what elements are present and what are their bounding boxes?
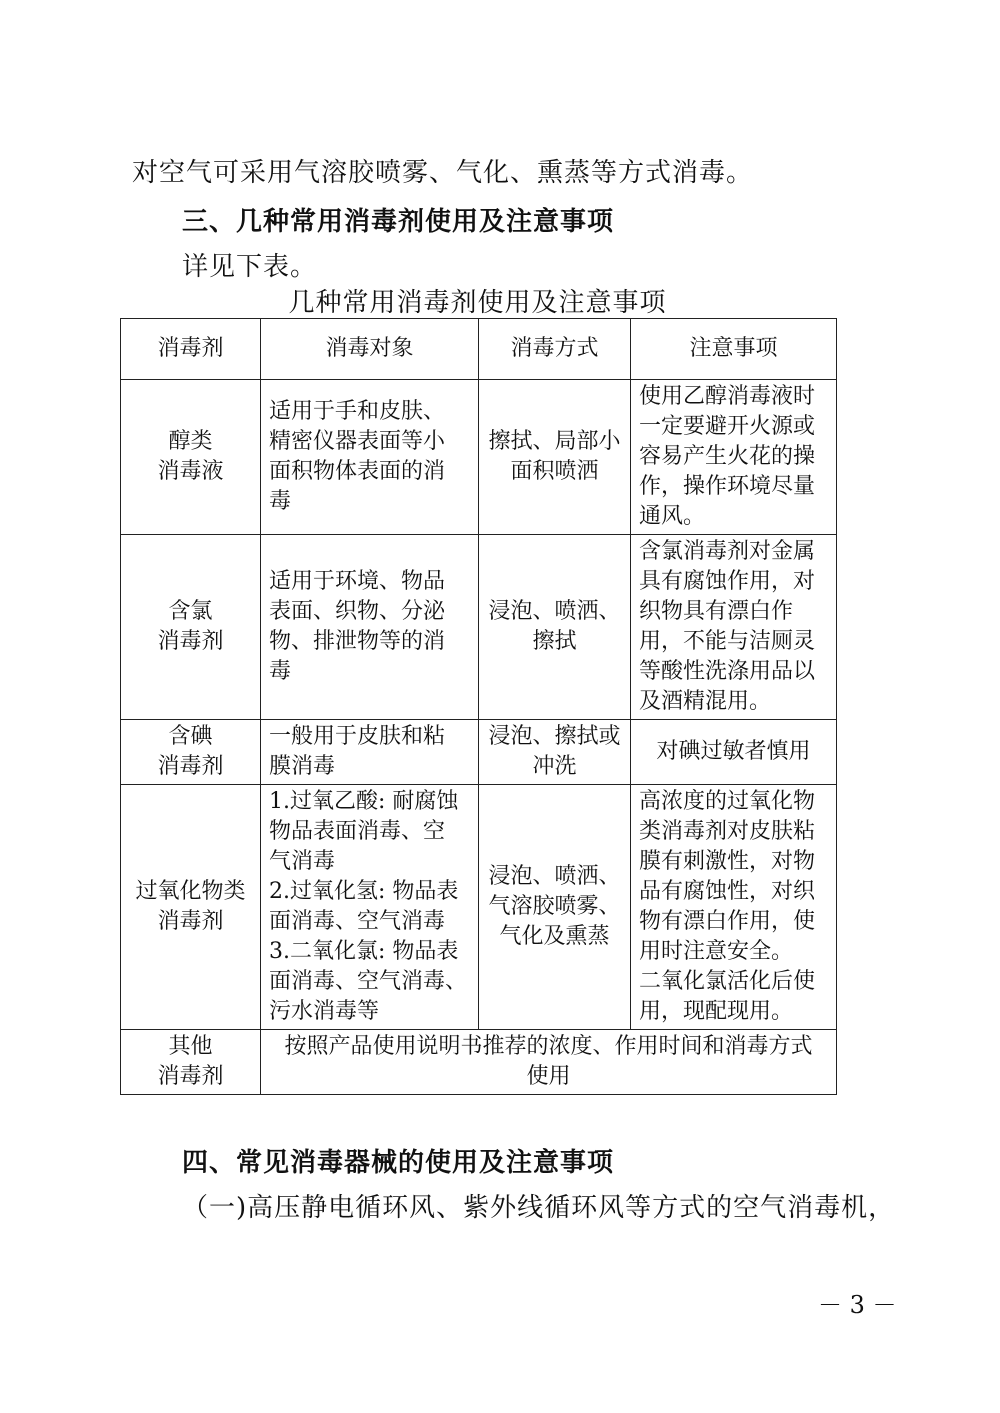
cell-agent — [121, 785, 261, 1030]
cell-method-line: 浸泡、喷洒、 — [488, 864, 621, 889]
section-4-text: （一)高压静电循环风、紫外线循环风等方式的空气消毒机， — [182, 1193, 896, 1223]
cell-agent — [121, 720, 261, 785]
cell-target-line: 表面、织物、分泌 — [269, 599, 446, 624]
cell-notes-line: 作，操作环境尽量 — [639, 474, 816, 499]
header-agent: 消毒剂 — [121, 319, 261, 380]
intro-paragraph-line: 对空气可采用气溶胶喷雾、气化、熏蒸等方式消毒。 — [132, 158, 754, 188]
cell-target-line: 适用于手和皮肤、 — [269, 399, 446, 424]
cell-target — [261, 535, 479, 720]
header-target: 消毒对象 — [261, 319, 479, 380]
cell-notes — [631, 380, 837, 535]
section-3-heading: 三、几种常用消毒剂使用及注意事项 — [182, 207, 615, 237]
cell-agent-line: 消毒液 — [157, 459, 224, 484]
cell-target-line: 一般用于皮肤和粘 — [269, 724, 446, 749]
cell-agent-line: 过氧化物类 — [135, 879, 246, 904]
cell-target-line: 适用于环境、物品 — [269, 569, 446, 594]
cell-agent-line: 消毒剂 — [157, 1064, 224, 1089]
table-row — [121, 785, 837, 1030]
cell-notes-line: 用时注意安全。 — [639, 939, 794, 964]
cell-method — [479, 380, 631, 535]
cell-method-line: 面积喷洒 — [510, 459, 599, 484]
cell-target-line: 物品表面消毒、空 — [269, 819, 446, 844]
cell-method-line: 浸泡、擦拭或 — [488, 724, 621, 749]
cell-agent-line: 消毒剂 — [157, 629, 224, 654]
cell-notes-line: 类消毒剂对皮肤粘 — [639, 819, 816, 844]
section-4-heading: 四、常见消毒器械的使用及注意事项 — [182, 1148, 615, 1178]
cell-target-line: 面消毒、空气消毒 — [269, 909, 446, 934]
cell-target — [261, 720, 479, 785]
table-row — [121, 380, 837, 535]
table-row — [121, 1030, 837, 1095]
cell-target-line: 3.二氧化氯: 物品表 — [269, 939, 459, 964]
table-body — [121, 380, 837, 1095]
cell-agent-line: 含碘 — [168, 724, 213, 749]
cell-agent-line: 消毒剂 — [157, 754, 224, 779]
cell-notes-line: 高浓度的过氧化物 — [639, 789, 816, 814]
cell-target-line: 2.过氧化氢: 物品表 — [269, 879, 459, 904]
cell-notes — [631, 720, 837, 785]
cell-target-line: 膜消毒 — [269, 754, 336, 779]
cell-method-line: 擦拭、局部小 — [488, 429, 621, 454]
cell-method-line: 气溶胶喷雾、 — [488, 894, 621, 919]
cell-agent-line: 消毒剂 — [157, 909, 224, 934]
cell-method-line: 浸泡、喷洒、 — [488, 599, 621, 624]
cell-agent — [121, 1030, 261, 1095]
cell-notes-line: 用，现配现用。 — [639, 999, 794, 1024]
cell-target — [261, 785, 479, 1030]
cell-notes — [631, 785, 837, 1030]
cell-target-line: 毒 — [269, 489, 292, 514]
cell-merged-instructions-line: 使用 — [526, 1064, 571, 1089]
cell-target-line: 精密仪器表面等小 — [269, 429, 446, 454]
cell-notes-line: 品有腐蚀性，对织 — [639, 879, 816, 904]
cell-agent-line: 醇类 — [168, 429, 213, 454]
cell-target-line: 1.过氧乙酸: 耐腐蚀 — [269, 789, 459, 814]
cell-notes-line: 膜有刺激性，对物 — [639, 849, 816, 874]
page-number: － 3 － — [818, 1291, 897, 1319]
header-notes: 注意事项 — [631, 319, 837, 380]
cell-notes-line: 及酒精混用。 — [639, 689, 772, 714]
cell-merged-instructions — [261, 1030, 837, 1095]
cell-target-line: 气消毒 — [269, 849, 336, 874]
cell-notes-line: 具有腐蚀作用，对 — [639, 569, 816, 594]
cell-target-line: 面积物体表面的消 — [269, 459, 446, 484]
cell-agent-line: 含氯 — [168, 599, 213, 624]
cell-notes-line: 等酸性洗涤用品以 — [639, 659, 816, 684]
cell-method-line: 气化及熏蒸 — [499, 924, 610, 949]
cell-notes-line: 用，不能与洁厕灵 — [639, 629, 816, 654]
cell-method-line: 擦拭 — [532, 629, 577, 654]
cell-agent — [121, 535, 261, 720]
cell-method — [479, 785, 631, 1030]
cell-target-line: 污水消毒等 — [269, 999, 380, 1024]
cell-notes-line: 物有漂白作用，使 — [639, 909, 816, 934]
cell-target-line: 毒 — [269, 659, 292, 684]
cell-notes — [631, 535, 837, 720]
cell-notes-line: 二氧化氯活化后使 — [639, 969, 816, 994]
cell-notes-line: 含氯消毒剂对金属 — [639, 539, 816, 564]
cell-notes-line: 使用乙醇消毒液时 — [639, 384, 816, 409]
cell-method — [479, 720, 631, 785]
cell-notes-line: 对碘过敏者慎用 — [656, 739, 811, 764]
section-3-text: 详见下表。 — [182, 252, 318, 282]
cell-method-line: 冲洗 — [532, 754, 577, 779]
disinfectant-table — [120, 318, 837, 1095]
cell-target-line: 面消毒、空气消毒、 — [269, 969, 468, 994]
header-method: 消毒方式 — [479, 319, 631, 380]
table-header-row — [121, 319, 837, 380]
cell-target — [261, 380, 479, 535]
cell-notes-line: 通风。 — [639, 504, 706, 529]
cell-agent-line: 其他 — [168, 1034, 213, 1059]
table-caption: 几种常用消毒剂使用及注意事项 — [288, 288, 667, 318]
cell-notes-line: 一定要避开火源或 — [639, 414, 816, 439]
table-row — [121, 535, 837, 720]
cell-merged-instructions-line: 按照产品使用说明书推荐的浓度、作用时间和消毒方式 — [284, 1034, 813, 1059]
table-row — [121, 720, 837, 785]
cell-target-line: 物、排泄物等的消 — [269, 629, 446, 654]
cell-agent — [121, 380, 261, 535]
cell-method — [479, 535, 631, 720]
cell-notes-line: 织物具有漂白作 — [639, 599, 794, 624]
cell-notes-line: 容易产生火花的操 — [639, 444, 816, 469]
